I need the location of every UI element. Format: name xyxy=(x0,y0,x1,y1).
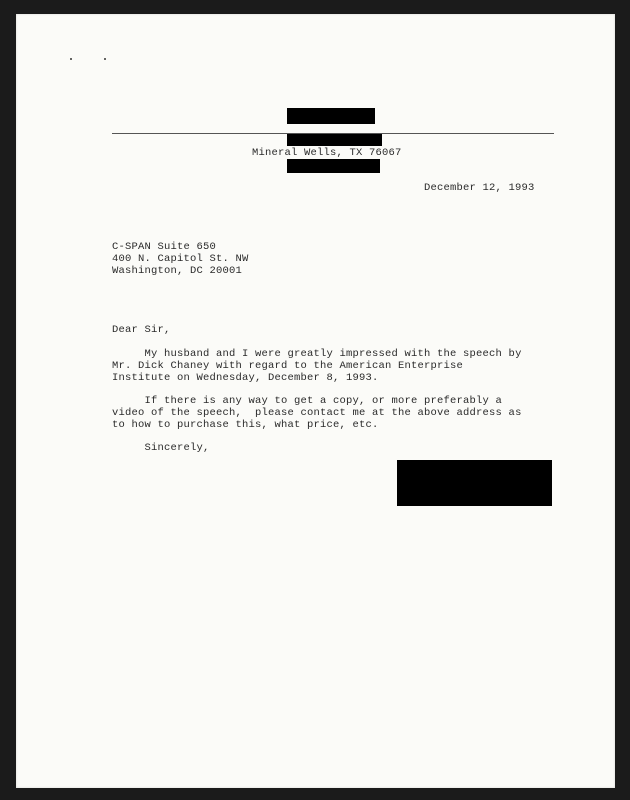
redacted-name-block xyxy=(287,108,375,124)
letterhead-city: Mineral Wells, TX 76067 xyxy=(252,147,402,159)
paper-speck xyxy=(104,58,106,60)
paper-speck xyxy=(70,58,72,60)
letter-page xyxy=(16,14,615,788)
redacted-phone-block xyxy=(287,159,380,173)
redacted-signature-block xyxy=(397,460,552,506)
body-paragraph-2-line-2: video of the speech, please contact me at the above address as xyxy=(112,407,522,419)
body-paragraph-1-line-2: Mr. Dick Chaney with regard to the American Enterprise xyxy=(112,360,464,372)
salutation: Dear Sir, xyxy=(112,324,171,336)
body-paragraph-2-line-1: If there is any way to get a copy, or more preferably a xyxy=(112,395,503,407)
redacted-address-block xyxy=(287,134,382,146)
recipient-line-2: 400 N. Capitol St. NW xyxy=(112,253,249,265)
letter-date: December 12, 1993 xyxy=(424,182,535,194)
recipient-line-3: Washington, DC 20001 xyxy=(112,265,243,277)
body-paragraph-2-line-3: to how to purchase this, what price, etc. xyxy=(112,419,379,431)
recipient-line-1: C-SPAN Suite 650 xyxy=(112,241,217,253)
body-paragraph-1-line-1: My husband and I were greatly impressed with the speech by xyxy=(112,348,522,360)
body-paragraph-1-line-3: Institute on Wednesday, December 8, 1993. xyxy=(112,372,379,384)
closing: Sincerely, xyxy=(112,442,210,454)
